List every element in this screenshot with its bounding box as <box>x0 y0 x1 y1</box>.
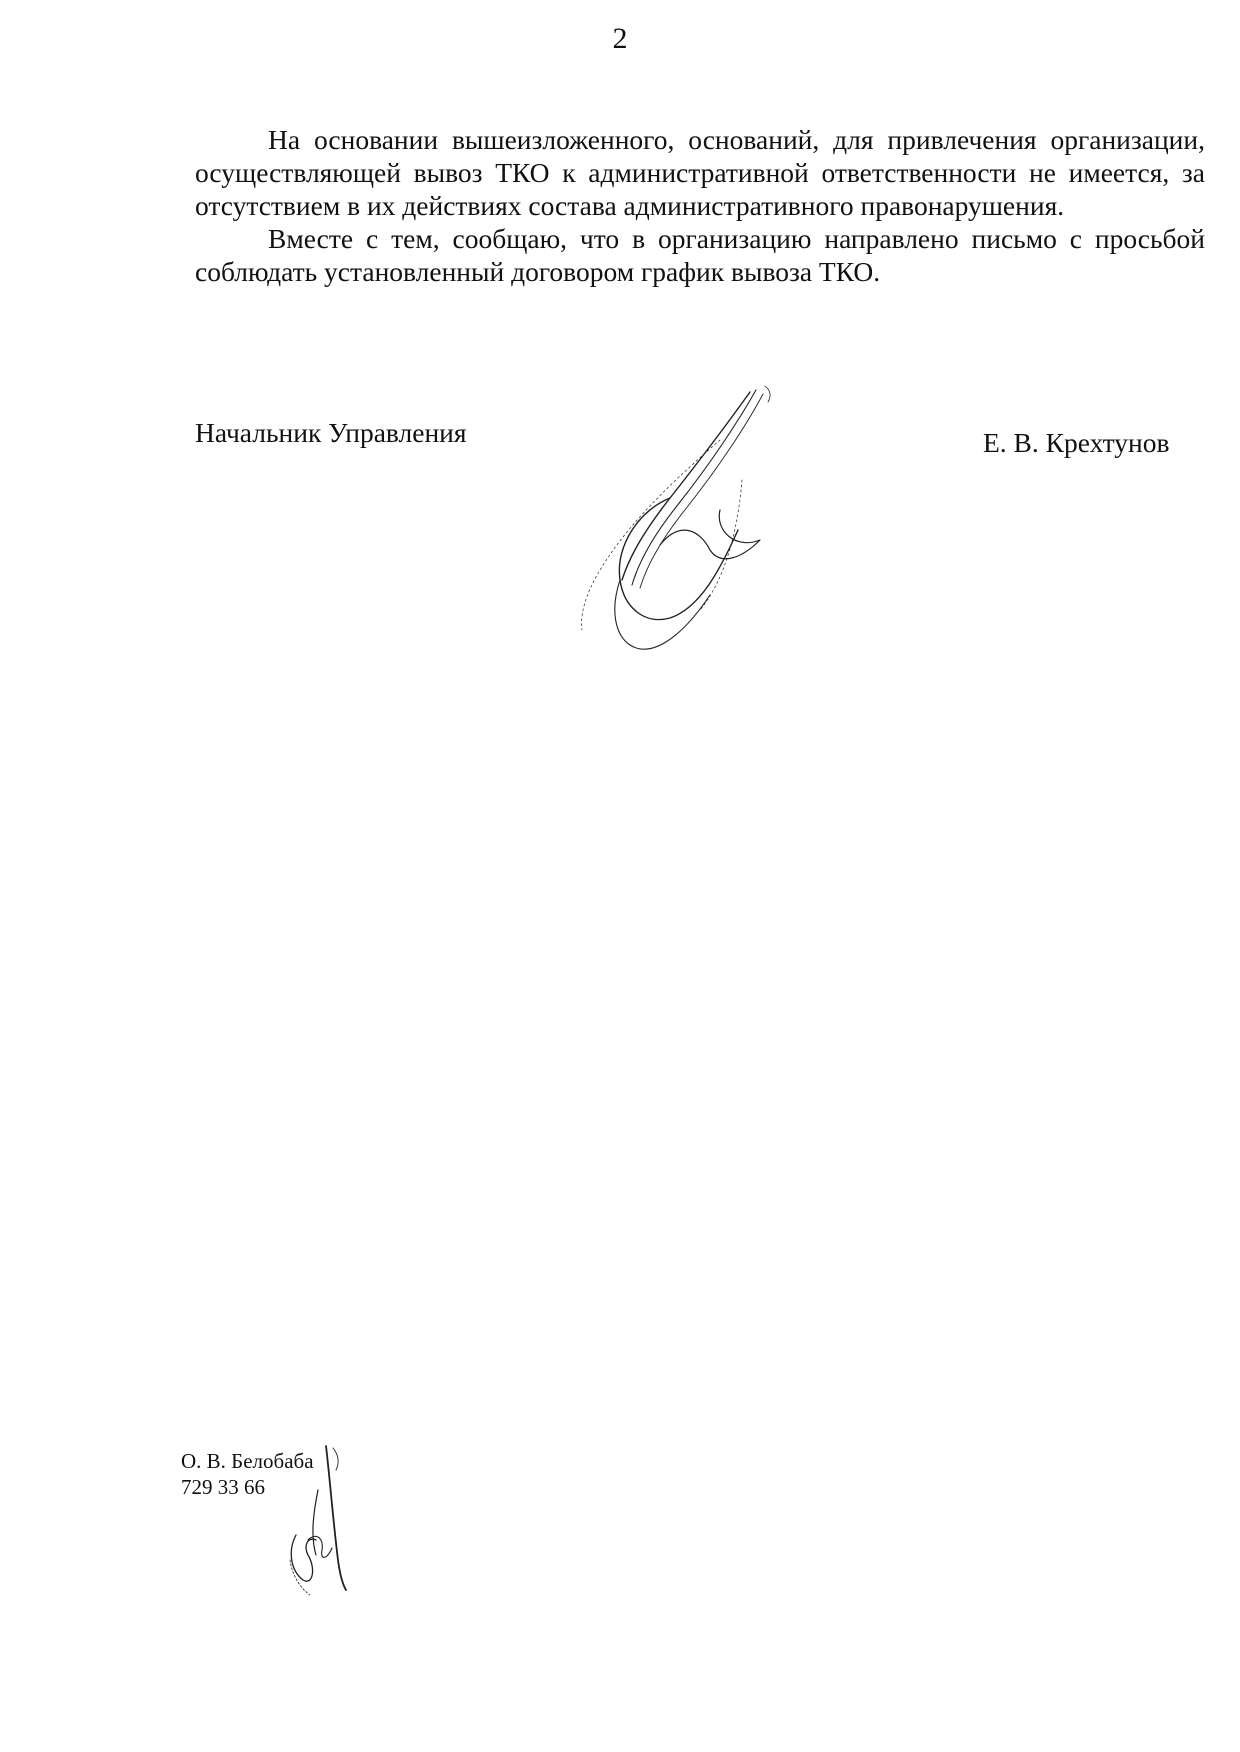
handwritten-signature-icon <box>560 380 840 660</box>
page-number: 2 <box>612 22 628 55</box>
paragraph-conclusion: На основании вышеизложенного, оснований, для привлечения организации, осуществляющей вывоз ТКО к административной ответственности не имеется, за отсутствием в их действиях состава административного правонарушения. <box>195 124 1205 221</box>
paragraph-letter-sent: Вместе с тем, сообщаю, что в организацию направлено письмо с просьбой соблюдать установленный договором график вывоза ТКО. <box>195 223 1205 287</box>
executor-signature-icon <box>278 1440 373 1600</box>
signer-name: Е. В. Крехтунов <box>983 427 1170 458</box>
signer-position: Начальник Управления <box>195 417 467 448</box>
executor-phone: 729 33 66 <box>181 1475 265 1499</box>
executor-name: О. В. Белобаба <box>181 1449 314 1473</box>
letter-body <box>195 123 1205 288</box>
